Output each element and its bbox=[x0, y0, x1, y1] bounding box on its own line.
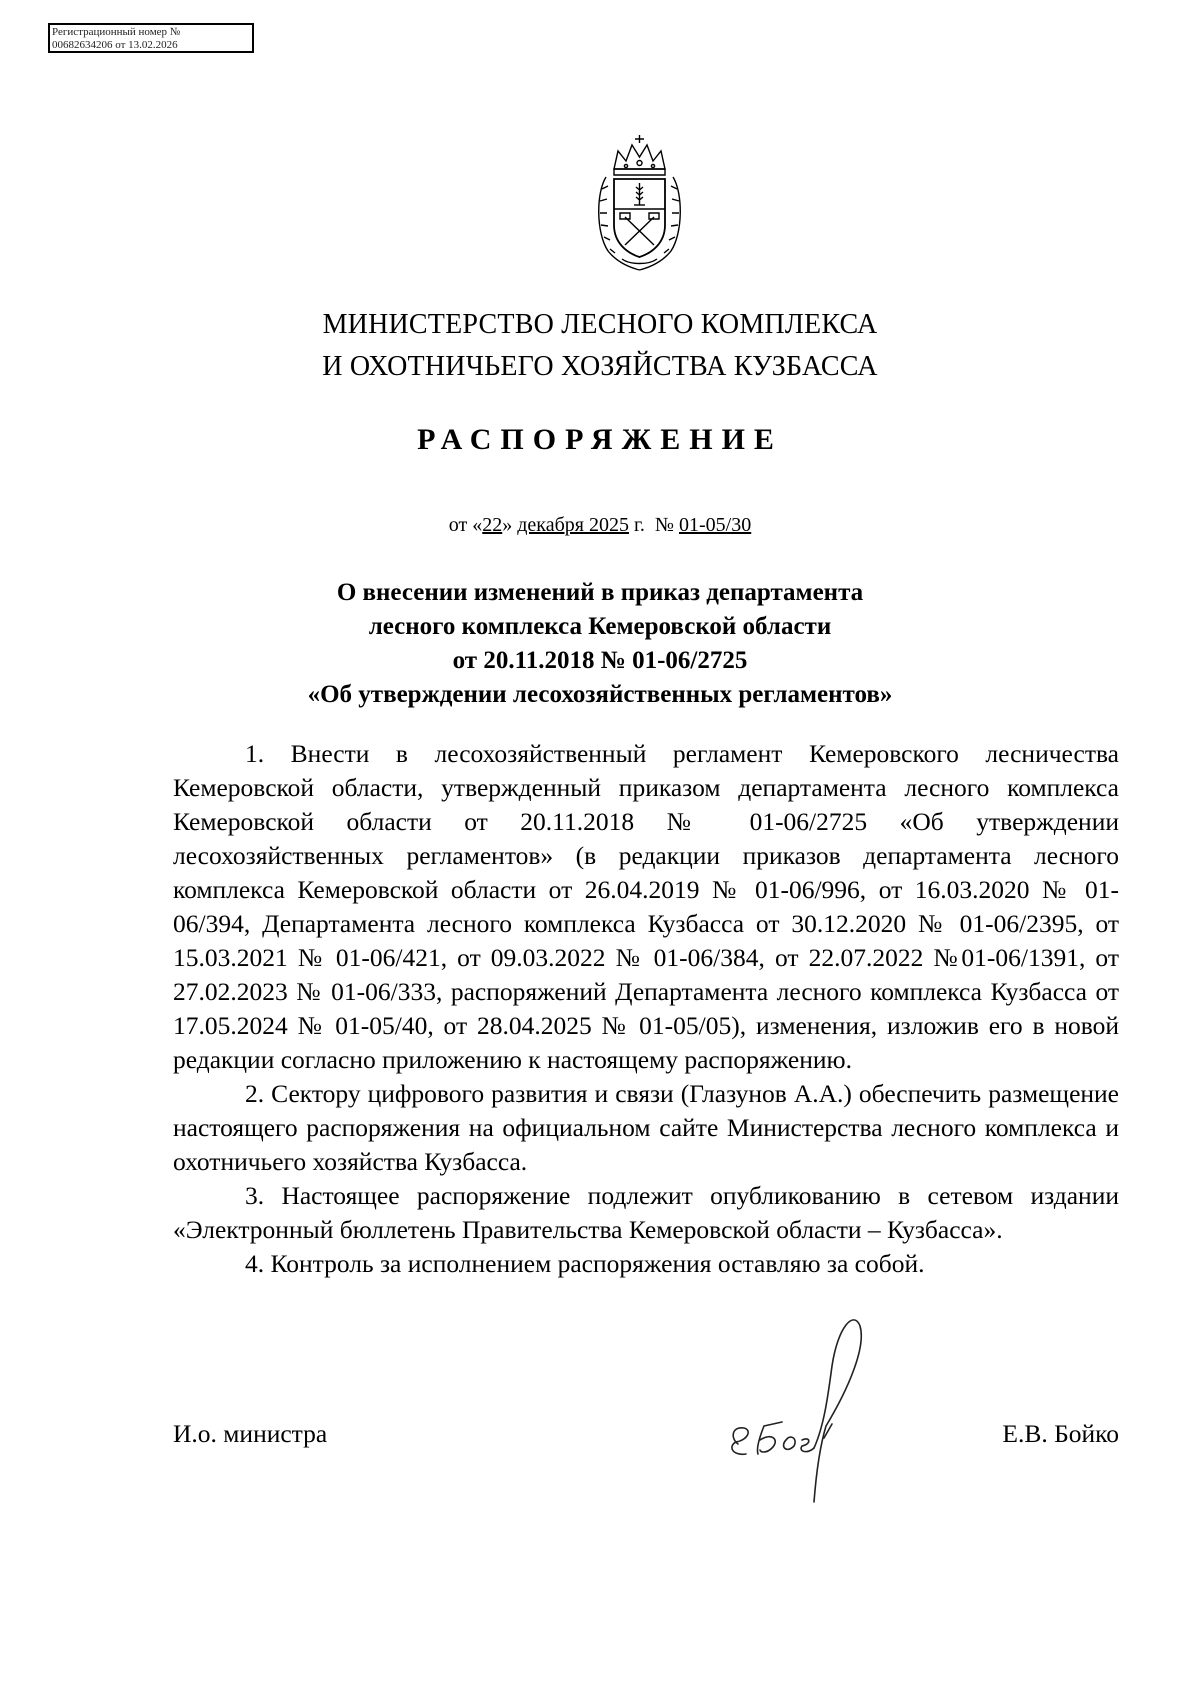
registration-number: 00682634206 от 13.02.2026 bbox=[52, 39, 178, 51]
registration-label: Регистрационный номер № bbox=[52, 26, 181, 38]
signer-title: И.о. министра bbox=[173, 1419, 328, 1448]
paragraph-1: 1. Внести в лесохозяйственный регламент Кемеровского лесничества Кемеровской области, утвержденный приказом департамента лесного комплекса Кемеровской области от 20.11.2018 № 01-06/2725 «Об утверждении лесохозяйственных регламентов» (в редакции приказов департамента лесного комплекса Кемеровской области от 26.04.2019 № 01-06/996, от 16.03.2020 № 01-06/394, Департамента лесного комплекса Кузбасса от 30.12.2020 № 01-06/2395, от 15.03.2021 № 01-06/421, от 09.03.2022 № 01-06/384, от 22.07.2022 №01-06/1391, от 27.02.2023 № 01-06/333, распоряжений Департамента лесного комплекса Кузбасса от 17.05.2024 № 01-05/40, от 28.04.2025 № 01-05/05), изменения, изложив его в новой редакции согласно приложению к настоящему распоряжению. bbox=[173, 739, 1119, 1074]
date-number-line bbox=[0, 514, 1200, 537]
date-month-year: декабря 2025 bbox=[517, 514, 629, 536]
subject-line-2: лесного комплекса Кемеровской области bbox=[368, 613, 832, 640]
paragraph-3: 3. Настоящее распоряжение подлежит опубликованию в сетевом издании «Электронный бюллетень Правительства Кемеровской области – Кузбасса». bbox=[173, 1181, 1119, 1244]
kuzbass-coat-of-arms-icon bbox=[592, 133, 687, 273]
date-mid: » bbox=[502, 514, 518, 536]
handwritten-signature-icon bbox=[728, 1306, 948, 1506]
document-body bbox=[173, 737, 1119, 1281]
subject-line-1: О внесении изменений в приказ департамента bbox=[336, 579, 864, 606]
ministry-line-1: МИНИСТЕРСТВО ЛЕСНОГО КОМПЛЕКСА bbox=[322, 309, 878, 340]
paragraph-2: 2. Сектору цифрового развития и связи (Глазунов А.А.) обеспечить размещение настоящего распоряжения на официальном сайте Министерства лесного комплекса и охотничьего хозяйства Кузбасса. bbox=[173, 1079, 1119, 1176]
signature-block bbox=[173, 1419, 1119, 1459]
date-prefix: от « bbox=[448, 514, 483, 536]
paragraph-4: 4. Контроль за исполнением распоряжения оставляю за собой. bbox=[245, 1249, 925, 1278]
document-number: 01-05/30 bbox=[679, 514, 752, 536]
date-suffix: г. № bbox=[628, 514, 679, 536]
date-day: 22 bbox=[482, 514, 503, 536]
document-type: РАСПОРЯЖЕНИЕ bbox=[417, 423, 783, 456]
document-subject bbox=[0, 576, 1200, 712]
ministry-line-2: И ОХОТНИЧЬЕГО ХОЗЯЙСТВА КУЗБАССА bbox=[322, 351, 878, 382]
signer-name: Е.В. Бойко bbox=[1002, 1419, 1119, 1448]
registration-stamp bbox=[48, 23, 254, 53]
subject-line-3: от 20.11.2018 № 01-06/2725 bbox=[452, 647, 748, 674]
subject-line-4: «Об утверждении лесохозяйственных регламентов» bbox=[307, 681, 893, 708]
ministry-name bbox=[0, 304, 1200, 388]
